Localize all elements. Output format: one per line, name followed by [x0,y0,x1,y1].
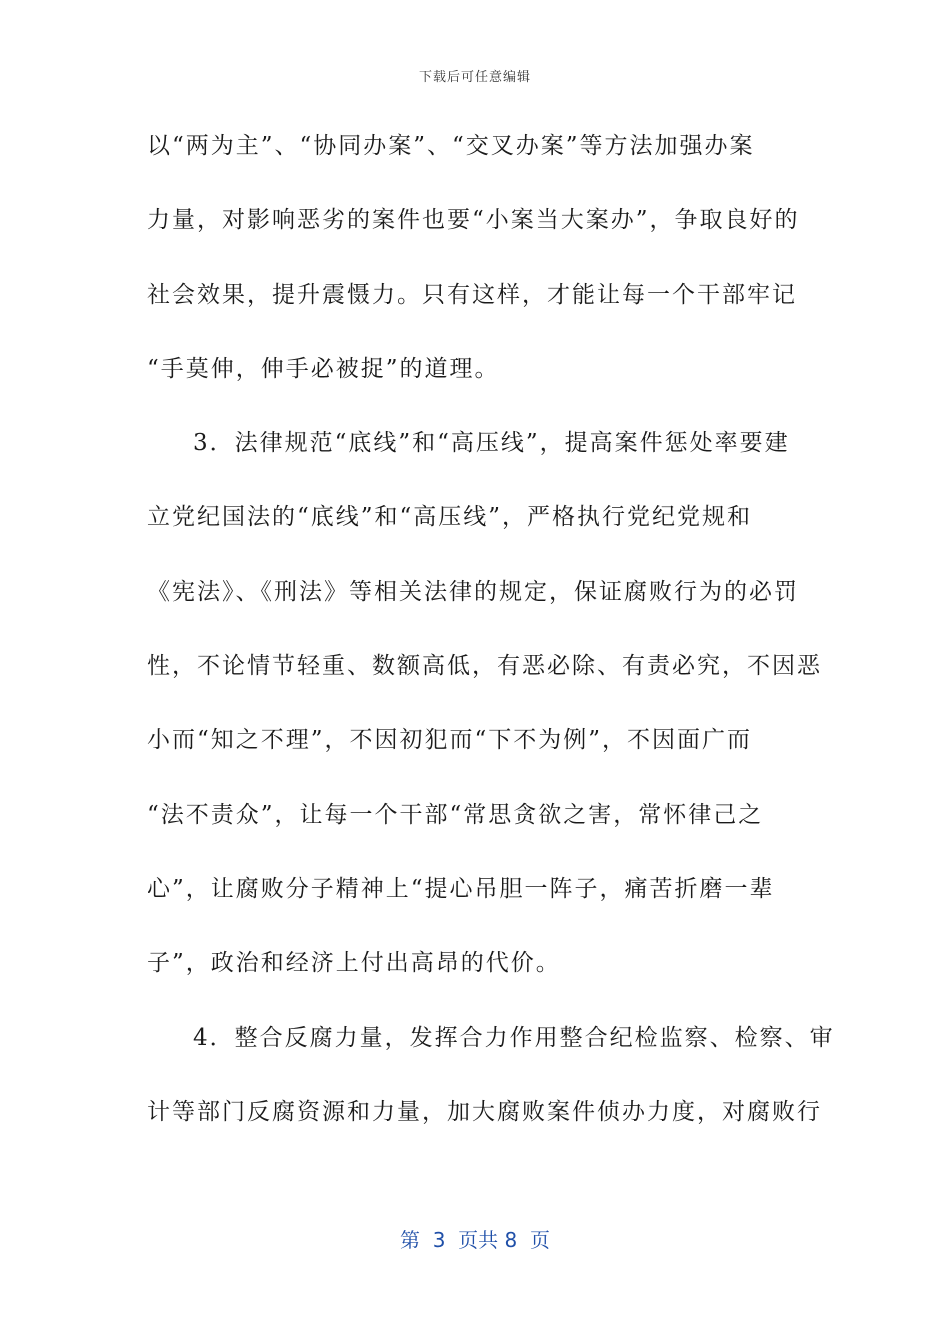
text-line: 以“两为主”、“协同办案”、“交叉办案”等方法加强办案 [147,133,755,159]
page-header: 下载后可任意编辑 [418,70,531,85]
text-line: 心”，让腐败分子精神上“提心吊胆一阵子，痛苦折磨一辈 [147,875,775,902]
document-body [147,120,835,1160]
text-line: 《宪法》、《刑法》等相关法律的规定，保证腐败行为的必罚 [147,578,799,605]
text-line: 性，不论情节轻重、数额高低，有恶必除、有责必究，不因恶 [147,653,822,680]
page-number-footer: 第 3 页共 8 页 [400,1228,550,1252]
text-line: 小而“知之不理”，不因初犯而“下不为例”，不因面广而 [147,727,753,754]
text-line: 立党纪国法的“底线”和“高压线”，严格执行党纪党规和 [147,504,753,531]
section-3-first-line: 3．法律规范“底线”和“高压线”，提高案件惩处率要建 [193,430,790,457]
text-line: 计等部门反腐资源和力量，加大腐败案件侦办力度，对腐败行 [147,1098,822,1125]
text-line: “手莫伸，伸手必被捉”的道理。 [147,355,500,382]
section-4-first-line: 4．整合反腐力量，发挥合力作用整合纪检监察、检察、审 [193,1024,835,1051]
text-line: “法不责众”，让每一个干部“常思贪欲之害，常怀律己之 [147,801,764,828]
text-line: 力量，对影响恶劣的案件也要“小案当大案办”，争取良好的 [147,207,800,234]
text-line: 子”，政治和经济上付出高昂的代价。 [147,950,561,977]
text-line: 社会效果，提升震慑力。只有这样，才能让每一个干部牢记 [147,281,797,308]
